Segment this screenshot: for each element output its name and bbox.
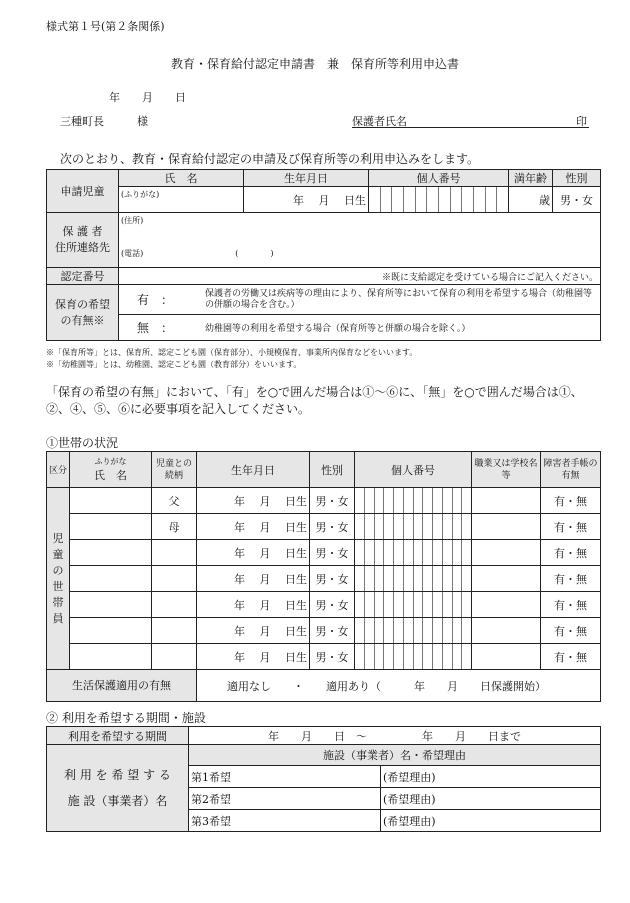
- member-name-field[interactable]: [70, 618, 152, 644]
- guardian-signature-line[interactable]: [352, 113, 589, 128]
- household-row: [47, 644, 601, 670]
- welfare-label: 生活保護適用の有無: [47, 670, 197, 702]
- household-row: [47, 592, 601, 618]
- choice-1[interactable]: 第1希望: [189, 766, 381, 788]
- reason-2[interactable]: (希望理由): [381, 788, 601, 810]
- member-birth-field[interactable]: 年 月 日生: [197, 618, 310, 644]
- household-row: [47, 540, 601, 566]
- wish-no-text: 幼稚園等の利用を希望する場合（保育所等と併願の場合を除く。）: [205, 324, 471, 334]
- footnote-1: ※「保育所等」とは、保育所、認定こども園（保育部分）、小規模保育、事業所内保育などをいいます。: [46, 348, 418, 357]
- member-disability-field[interactable]: 有・無: [541, 644, 601, 670]
- applicant-sex-field[interactable]: 男・女: [553, 187, 601, 213]
- instructions-text: 「保育の希望の有無」において、「有」を○で囲んだ場合は①～⑥に、「無」を○で囲んだ場合は①、②、④、⑤、⑥に必要事項を記入してください。: [46, 385, 583, 416]
- member-sex-field[interactable]: 男・女: [310, 514, 355, 540]
- member-relation-field[interactable]: [152, 592, 197, 618]
- applicant-age-field[interactable]: 歳: [509, 187, 553, 213]
- member-number-field[interactable]: [355, 488, 472, 514]
- member-disability-field[interactable]: 有・無: [541, 488, 601, 514]
- household-title: ①世帯の状況: [46, 436, 119, 450]
- applicant-age-header: 満年齢: [509, 170, 553, 187]
- member-relation-field[interactable]: [152, 540, 197, 566]
- wish-no-row[interactable]: [119, 315, 601, 341]
- wish-yes-row[interactable]: [119, 285, 601, 315]
- applicant-name-header: 氏 名: [119, 170, 244, 187]
- period-label: 利用を希望する期間: [47, 727, 189, 745]
- applicant-birth-header: 生年月日: [244, 170, 369, 187]
- member-number-field[interactable]: [355, 540, 472, 566]
- welfare-field[interactable]: 適用なし ・ 適用あり（ 年 月 日保護開始）: [197, 670, 601, 702]
- seal-mark: 印: [576, 115, 587, 128]
- applicant-label: 申請児童: [47, 170, 119, 213]
- applicant-number-field[interactable]: [369, 187, 509, 213]
- intro-text: 次のとおり、教育・保育給付認定の申請及び保育所等の利用申込みをします。: [60, 152, 480, 166]
- member-disability-field[interactable]: 有・無: [541, 618, 601, 644]
- member-name-field[interactable]: [70, 514, 152, 540]
- relation-header: 児童との続柄: [152, 452, 197, 488]
- member-birth-field[interactable]: 年 月 日生: [197, 644, 310, 670]
- member-disability-field[interactable]: 有・無: [541, 566, 601, 592]
- member-number-field[interactable]: [355, 644, 472, 670]
- facility-header: 施設（事業者）名・希望理由: [189, 745, 601, 766]
- guardian-contact-field[interactable]: [119, 213, 601, 268]
- job-header: 職業又は学校名等: [472, 452, 541, 488]
- applicant-number-header: 個人番号: [369, 170, 509, 187]
- member-disability-field[interactable]: 有・無: [541, 514, 601, 540]
- member-relation-field[interactable]: [152, 566, 197, 592]
- footnote-2: ※「幼稚園等」とは、幼稚園、認定こども園（教育部分）をいいます。: [46, 360, 302, 369]
- applicant-birth-field[interactable]: 年 月 日生: [244, 187, 369, 213]
- wish-no-option[interactable]: 無 ：: [137, 321, 174, 335]
- member-sex-field[interactable]: 男・女: [310, 540, 355, 566]
- household-row: [47, 618, 601, 644]
- period-table: [46, 726, 601, 832]
- member-number-field[interactable]: [355, 592, 472, 618]
- guardian-contact-label: 保 護 者 住所連絡先: [47, 213, 119, 268]
- childcare-wish-label: 保育の希望 の有無※: [47, 285, 119, 341]
- facility-label: 利 用 を 希 望 す る 施 設（事業者）名: [47, 745, 189, 832]
- choice-3[interactable]: 第3希望: [189, 810, 381, 832]
- member-relation-field[interactable]: [152, 618, 197, 644]
- member-sex-header: 性別: [310, 452, 355, 488]
- disability-header: 障害者手帳の有無: [541, 452, 601, 488]
- address-label: (住所): [121, 216, 144, 225]
- member-sex-field[interactable]: 男・女: [310, 566, 355, 592]
- member-number-header: 個人番号: [355, 452, 472, 488]
- member-job-field[interactable]: [472, 644, 541, 670]
- period-field[interactable]: 年 月 日 ～ 年 月 日まで: [189, 727, 601, 745]
- member-birth-field[interactable]: 年 月 日生: [197, 514, 310, 540]
- member-birth-field[interactable]: 年 月 日生: [197, 592, 310, 618]
- reason-3[interactable]: (希望理由): [381, 810, 601, 832]
- household-side-label: 児童の世帯員: [47, 488, 70, 670]
- member-job-field[interactable]: [472, 592, 541, 618]
- member-sex-field[interactable]: 男・女: [310, 592, 355, 618]
- member-relation-field[interactable]: 父: [152, 488, 197, 514]
- member-name-header: ふりがな 氏 名: [70, 452, 152, 488]
- guardian-name-label: 保護者氏名: [352, 115, 407, 128]
- member-name-field[interactable]: [70, 540, 152, 566]
- member-name-field[interactable]: [70, 566, 152, 592]
- member-number-field[interactable]: [355, 566, 472, 592]
- cert-number-label: 認定番号: [47, 268, 119, 285]
- wish-yes-text: 保護者の労働又は疾病等の理由により、保育所等において保育の利用を希望する場合（幼稚園等の併願の場合を含む。）: [205, 288, 593, 310]
- form-number: 様式第１号(第２条関係): [46, 20, 165, 33]
- member-name-field[interactable]: [70, 592, 152, 618]
- choice-2[interactable]: 第2希望: [189, 788, 381, 810]
- applicant-table: [46, 169, 601, 341]
- member-relation-field[interactable]: [152, 644, 197, 670]
- member-job-field[interactable]: [472, 618, 541, 644]
- member-birth-header: 生年月日: [197, 452, 310, 488]
- member-name-field[interactable]: [70, 644, 152, 670]
- member-job-field[interactable]: [472, 514, 541, 540]
- member-sex-field[interactable]: 男・女: [310, 488, 355, 514]
- form-title: 教育・保育給付認定申請書 兼 保育所等利用申込書: [170, 57, 459, 71]
- kubun-header: 区分: [47, 452, 70, 488]
- member-sex-field[interactable]: 男・女: [310, 644, 355, 670]
- member-disability-field[interactable]: 有・無: [541, 592, 601, 618]
- member-birth-field[interactable]: 年 月 日生: [197, 488, 310, 514]
- member-disability-field[interactable]: 有・無: [541, 540, 601, 566]
- member-sex-field[interactable]: 男・女: [310, 618, 355, 644]
- member-relation-field[interactable]: 母: [152, 514, 197, 540]
- phone-label: (電話) ( ): [121, 249, 274, 258]
- period-title: ② 利用を希望する期間・施設: [46, 711, 206, 725]
- member-number-field[interactable]: [355, 618, 472, 644]
- addressee: 三種町長 様: [60, 115, 148, 128]
- member-number-field[interactable]: [355, 514, 472, 540]
- member-job-field[interactable]: [472, 488, 541, 514]
- member-job-field[interactable]: [472, 566, 541, 592]
- household-table: [46, 451, 601, 702]
- cert-number-field[interactable]: ※既に支給認定を受けている場合にご記入ください。: [119, 268, 601, 285]
- member-birth-field[interactable]: 年 月 日生: [197, 566, 310, 592]
- applicant-name-field[interactable]: (ふりがな): [119, 187, 244, 213]
- household-row: [47, 566, 601, 592]
- member-birth-field[interactable]: 年 月 日生: [197, 540, 310, 566]
- reason-1[interactable]: (希望理由): [381, 766, 601, 788]
- applicant-sex-header: 性別: [553, 170, 601, 187]
- member-name-field[interactable]: [70, 488, 152, 514]
- member-job-field[interactable]: [472, 540, 541, 566]
- household-row: [47, 514, 601, 540]
- wish-yes-option[interactable]: 有 ：: [137, 293, 174, 307]
- date-line: 年 月 日: [109, 91, 186, 104]
- household-row: [47, 488, 601, 514]
